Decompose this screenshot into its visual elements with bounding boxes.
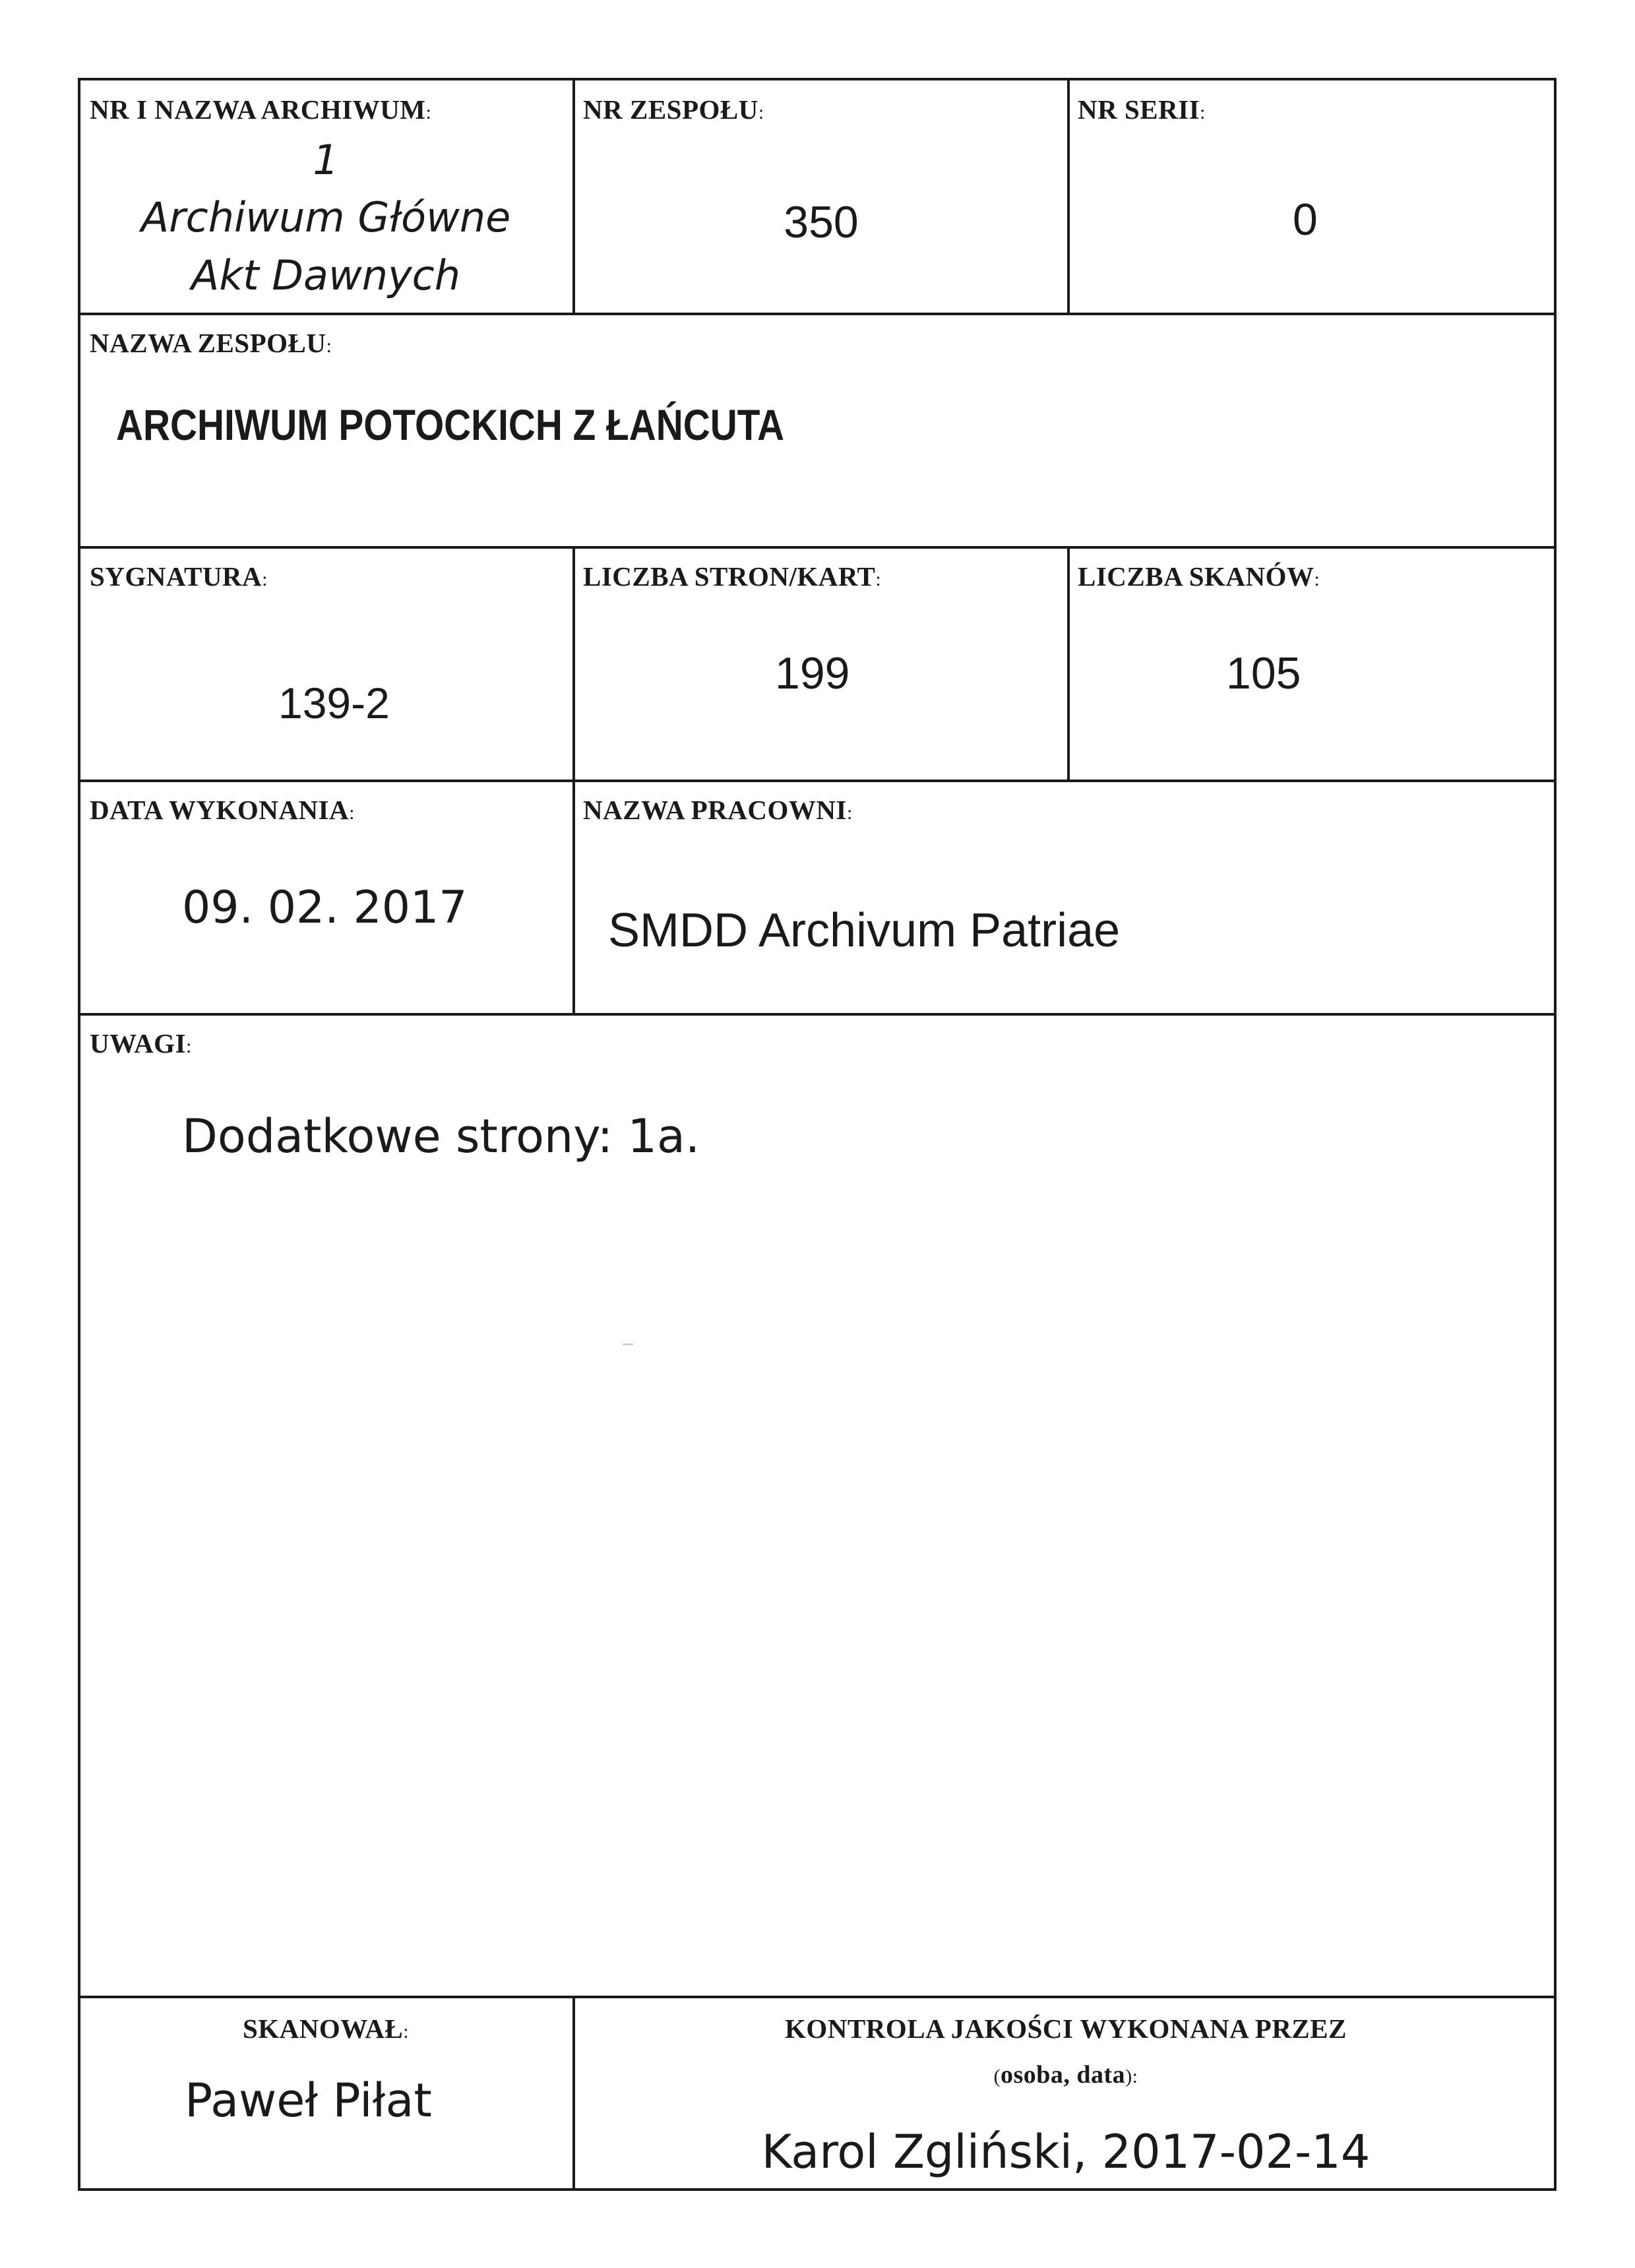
notes-value: Dodatkowe strony: 1a. [182, 1109, 700, 1163]
scanned-by-label: SKANOWAŁ: [242, 2013, 410, 2044]
execution-date-value: 09. 02. 2017 [182, 882, 468, 934]
archive-name-line2: Akt Dawnych [191, 251, 461, 299]
row-divider-2 [80, 546, 1557, 549]
signature-label: SYGNATURA: [90, 561, 268, 592]
fonds-name-value: ARCHIWUM POTOCKICH Z ŁAŃCUTA [116, 400, 785, 449]
workshop-label: NAZWA PRACOWNI: [583, 795, 853, 825]
col-divider-row3-a [572, 546, 575, 781]
quality-control-value: Karol Zgliński, 2017-02-14 [761, 2125, 1371, 2179]
archive-label: NR I NAZWA ARCHIWUM: [90, 94, 432, 125]
archive-number: 1 [313, 136, 339, 184]
scan-count-label: LICZBA SKANÓW: [1078, 561, 1320, 592]
page-count-label: LICZBA STRON/KART: [583, 561, 882, 592]
row-divider-4 [80, 1013, 1557, 1016]
series-number-value: 0 [1293, 195, 1318, 245]
notes-label: UWAGI: [90, 1028, 192, 1058]
col-divider-row3-b [1067, 546, 1070, 781]
series-number-label: NR SERII: [1078, 94, 1206, 125]
col-divider-row4 [572, 780, 575, 1014]
scan-count-value: 105 [1226, 648, 1301, 698]
row-divider-5 [80, 1996, 1557, 1998]
page-count-value: 199 [775, 648, 850, 698]
signature-value: 139-2 [278, 679, 390, 727]
execution-date-label: DATA WYKONANIA: [90, 795, 355, 825]
fonds-name-label: NAZWA ZESPOŁU: [90, 328, 332, 358]
quality-control-label: KONTROLA JAKOŚCI WYKONANA PRZEZ [785, 2013, 1347, 2044]
row-divider-1 [80, 313, 1557, 315]
quality-control-sublabel: (osoba, data): [993, 2061, 1138, 2089]
row-divider-3 [80, 780, 1557, 782]
archive-name-line1: Archiwum Główne [140, 193, 511, 241]
scan-speck [623, 1343, 633, 1345]
scanned-by-value: Paweł Piłat [185, 2073, 432, 2128]
archival-metrics-form [78, 78, 1557, 2191]
fonds-number-label: NR ZESPOŁU: [583, 94, 764, 125]
workshop-value: SMDD Archivum Patriae [608, 904, 1121, 957]
fonds-number-value: 350 [784, 197, 859, 247]
col-divider-row1-b [1067, 80, 1070, 314]
